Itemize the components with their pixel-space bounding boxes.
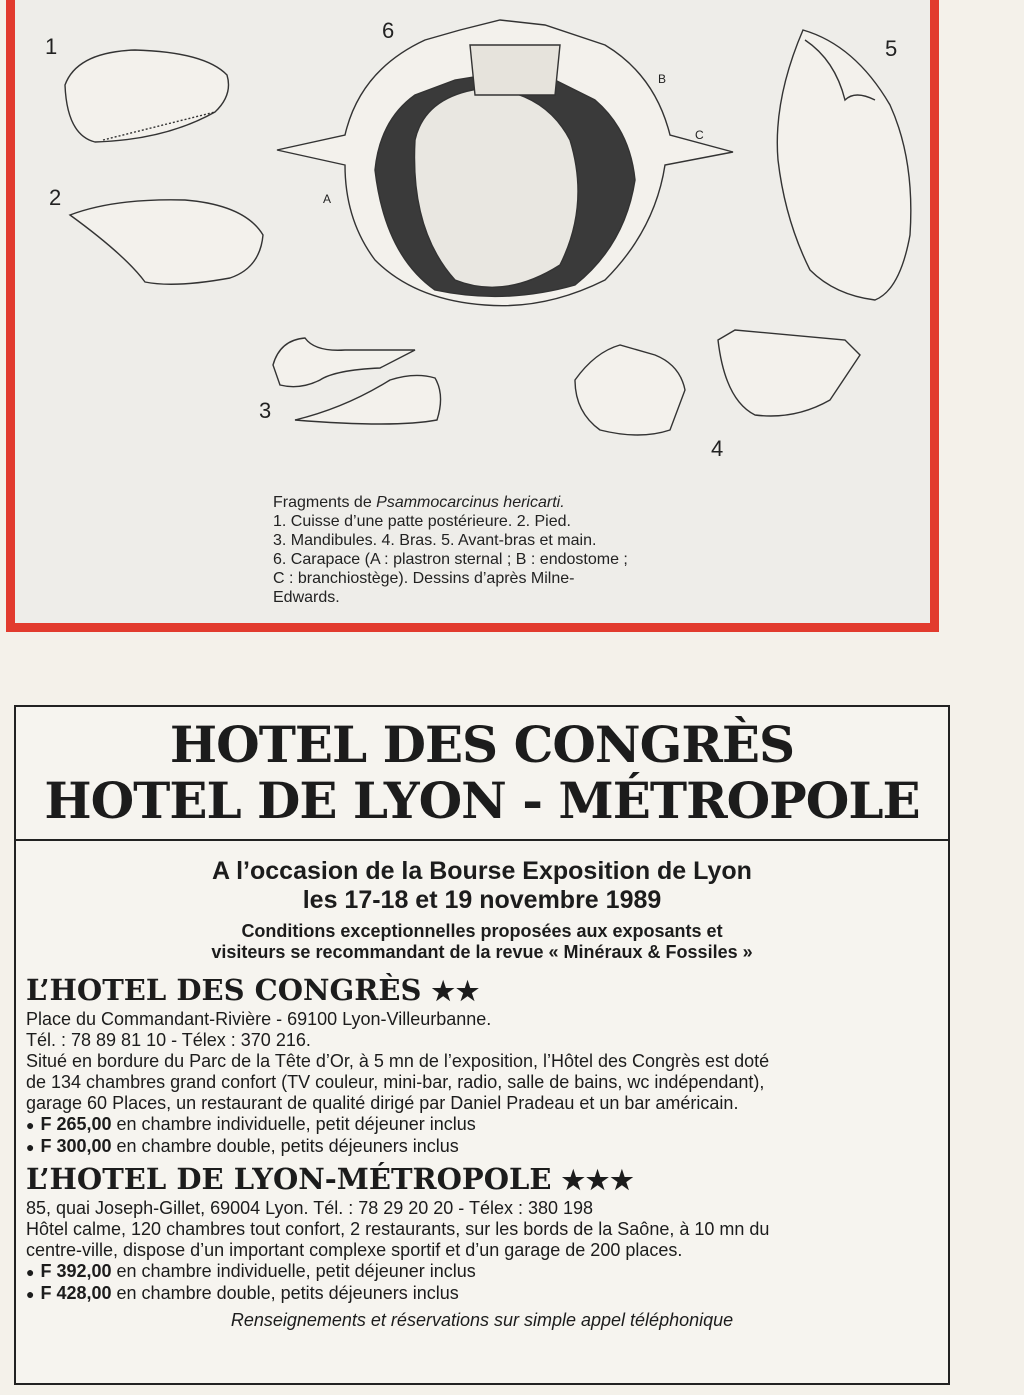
caption-line: Edwards. [273,589,340,606]
star-rating-icon: ★★★ [561,1166,635,1196]
figure-label-6: 6 [382,18,395,43]
price-text: en chambre individuelle, petit déjeuner inclus [111,1114,476,1134]
caption-line: 3. Mandibules. 4. Bras. 5. Avant-bras et main. [273,532,597,549]
price-row [26,1283,938,1305]
figure-label-2: 2 [49,185,62,210]
price-amount: F 265,00 [40,1114,112,1134]
price-row [26,1114,938,1136]
arm-drawing [575,345,685,435]
figure-label-4: 4 [711,436,724,461]
caption-prefix: Fragments de [273,494,377,511]
figure-label-5: 5 [885,36,898,61]
price-row [26,1261,938,1283]
conditions-line-2: visiteurs se recommandant de la revue « Minéraux & Fossiles » [211,942,753,962]
star-rating-icon: ★★ [431,977,481,1007]
hotel-congres-address: Place du Commandant-Rivière - 69100 Lyon-Villeurbanne. [26,1009,492,1029]
callout-a: A [323,192,332,206]
occasion-line-1: A l’occasion de la Bourse Exposition de Lyon [212,857,752,885]
price-text: en chambre individuelle, petit déjeuner inclus [111,1261,476,1281]
caption-species: Psammocarcinus hericarti. [376,494,565,511]
hotel-congres-title [26,973,938,1009]
occasion-line-2: les 17-18 et 19 novembre 1989 [302,886,662,914]
thigh-drawing [65,50,229,142]
hotel-name: L’HOTEL DE LYON-MÉTROPOLE [26,1162,552,1196]
figure-label-3: 3 [259,398,272,423]
bullet-icon: ● [26,1139,35,1155]
price-amount: F 428,00 [40,1283,112,1303]
hotel-congres-description: Situé en bordure du Parc de la Tête d’Or, à 5 mn de l’exposition, l’Hôtel des Congrès est doté [26,1051,770,1071]
bullet-icon: ● [26,1286,35,1302]
hotel-metropole-title [26,1162,938,1198]
hotel-congres-description: garage 60 Places, un restaurant de qualité dirigé par Daniel Pradeau et un bar américain. [26,1093,739,1113]
ad-body [16,841,948,1331]
foot-drawing [70,200,263,284]
ad-header [16,707,948,841]
callout-b: B [658,72,667,86]
caption-line: 1. Cuisse d’une patte postérieure. 2. Pied. [273,513,571,530]
reservation-note: Renseignements et réservations sur simple appel téléphonique [230,1310,734,1330]
hotel-congres-phone: Tél. : 78 89 81 10 - Télex : 370 216. [26,1030,311,1050]
conditions-line-1: Conditions exceptionnelles proposées aux exposants et [241,921,723,941]
price-text: en chambre double, petits déjeuners inclus [111,1136,459,1156]
price-amount: F 392,00 [40,1261,112,1281]
figure-panel [6,0,939,632]
bullet-icon: ● [26,1117,35,1133]
caption-line: C : branchiostège). Dessins d’après Milne- [273,570,575,587]
hotel-name: L’HOTEL DES CONGRÈS [26,973,422,1007]
hotel-metropole-description: Hôtel calme, 120 chambres tout confort, 2 restaurants, sur les bords de la Saône, à 10 mn du [26,1219,770,1239]
hand-drawing [777,30,911,300]
figure-caption [273,493,743,607]
hotel-congres-description: de 134 chambres grand confort (TV couleur, mini-bar, radio, salle de bains, wc indépendant), [26,1072,765,1092]
caption-title-line [273,493,743,512]
price-text: en chambre double, petits déjeuners inclus [111,1283,459,1303]
price-row [26,1136,938,1158]
bullet-icon: ● [26,1264,35,1280]
callout-c: C [695,128,704,142]
hotel-advertisement [14,705,950,1385]
hotel-metropole-description: centre-ville, dispose d’un important complexe sportif et d’un garage de 200 places. [26,1240,683,1260]
ad-heading-1: HOTEL DES CONGRÈS [169,715,795,774]
hotel-metropole-address: 85, quai Joseph-Gillet, 69004 Lyon. Tél. : 78 29 20 20 - Télex : 380 198 [26,1198,594,1218]
ad-heading-2: HOTEL DE LYON - MÉTROPOLE [44,771,920,830]
figure-label-1: 1 [45,34,58,59]
caption-line: 6. Carapace (A : plastron sternal ; B : endostome ; [273,551,628,568]
price-amount: F 300,00 [40,1136,112,1156]
